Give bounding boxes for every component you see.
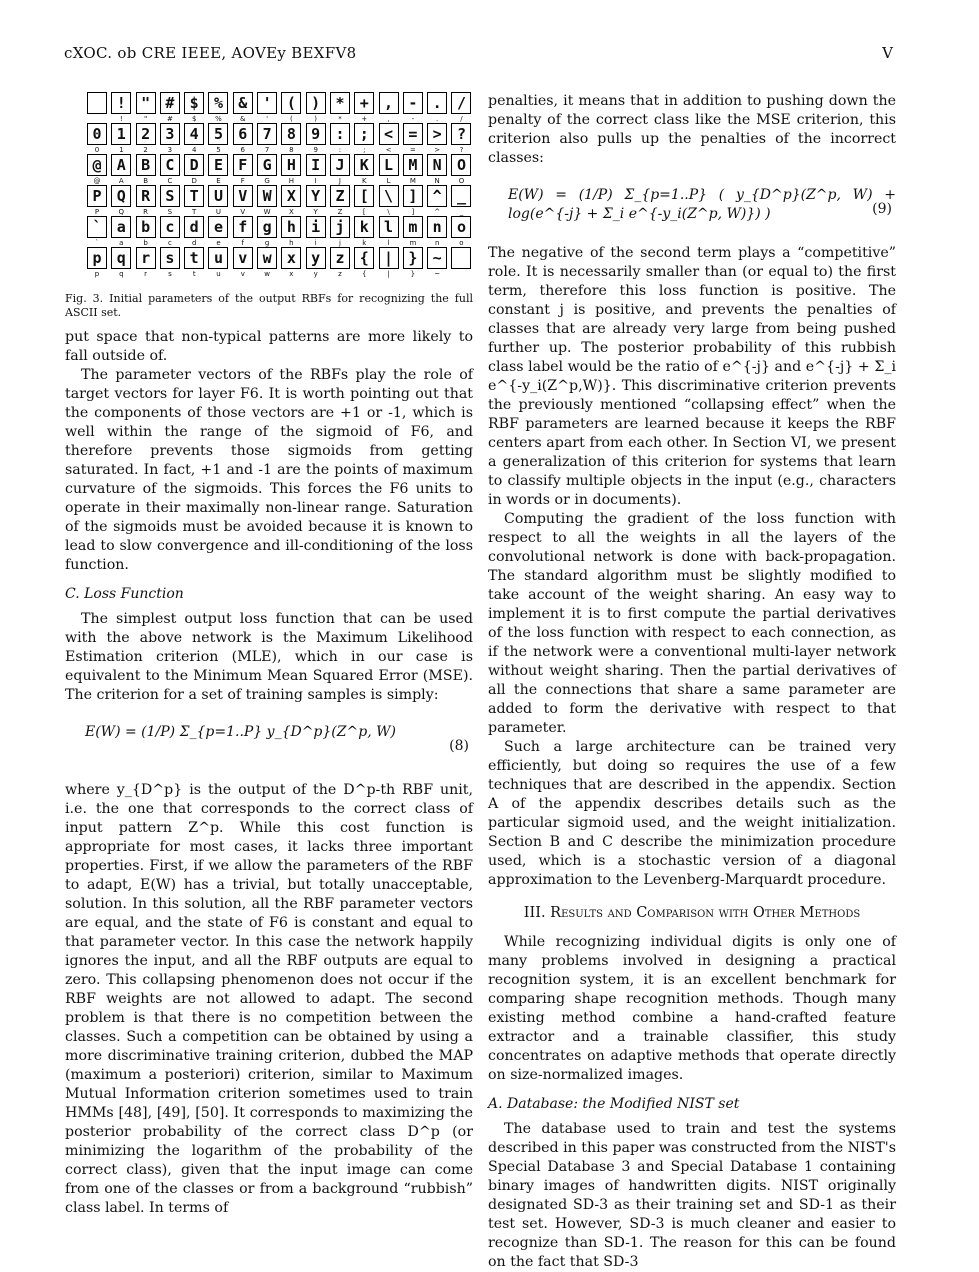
- rbf-glyph-cell: . .: [427, 92, 447, 114]
- rbf-glyph-label: `: [95, 239, 99, 247]
- rbf-glyph-label: H: [288, 177, 294, 185]
- rbf-glyph-label: ]: [411, 208, 415, 216]
- rbf-glyph-label: f: [241, 239, 245, 247]
- rbf-glyph-cell: " ": [136, 92, 156, 114]
- rbf-glyph-cell: L L: [379, 154, 399, 176]
- rbf-glyph-cell: y y: [306, 247, 326, 269]
- equation-number: (8): [449, 738, 469, 754]
- rbf-glyph-cell: S S: [160, 185, 180, 207]
- rbf-glyph-cell: o o: [451, 216, 471, 238]
- rbf-glyph-cell: ( (: [281, 92, 301, 114]
- rbf-glyph-label: R: [143, 208, 149, 216]
- rbf-glyph-cell: ` `: [87, 216, 107, 238]
- rbf-glyph-cell: x x: [281, 247, 301, 269]
- rbf-glyph-cell: 3 3: [160, 123, 180, 145]
- rbf-glyph-cell: E E: [208, 154, 228, 176]
- rbf-glyph-label: 9: [313, 146, 318, 154]
- rbf-glyph-label: ^: [434, 208, 441, 216]
- rbf-glyph-label: F: [240, 177, 245, 185]
- equation-body: E(W) = (1/P) Σ_{p=1..P} y_{D^p}(Z^p, W): [85, 724, 396, 740]
- rbf-glyph-label: .: [436, 115, 439, 123]
- rbf-glyph-cell: k k: [354, 216, 374, 238]
- rbf-glyph-label: %: [215, 115, 222, 123]
- rbf-glyph-label: ;: [363, 146, 366, 154]
- rbf-glyph-label: e: [216, 239, 221, 247]
- page-header-left: cXOC. ob CRE IEEE, AOVEy BEXFV8: [64, 44, 357, 62]
- rbf-glyph-label: E: [216, 177, 221, 185]
- rbf-glyph-label: s: [168, 270, 172, 278]
- paragraph: Such a large architecture can be trained very efficiently, but doing so requires the use of a few techniques that are described in the appendix. Section A of the appendix describes details such as the particular sigmoid used, and the weight initialization. Section B and C describe the minimization procedure used, which is a stochastic version of a diagonal approximation to the Levenberg-Marquardt procedure.: [488, 739, 896, 888]
- rbf-glyph-label: V: [240, 208, 246, 216]
- rbf-glyph-cell: l l: [379, 216, 399, 238]
- left-column: [65, 92, 473, 1218]
- rbf-glyph-cell: $ $: [184, 92, 204, 114]
- rbf-glyph-cell: V V: [233, 185, 253, 207]
- rbf-glyph-cell: H H: [281, 154, 301, 176]
- paragraph: While recognizing individual digits is only one of many problems involved in designing a practical recognition system, it is an excellent benchmark for comparing shape recognition methods. Though many existing method combine a hand-crafted feature extractor and a trainable classifier, this study concentrates on adaptive methods that operate directly on size-normalized images.: [488, 934, 896, 1083]
- rbf-glyph-cell: [451, 247, 471, 269]
- rbf-glyph-cell: 7 7: [257, 123, 277, 145]
- rbf-glyph-cell: F F: [233, 154, 253, 176]
- rbf-glyph-label: b: [143, 239, 148, 247]
- rbf-glyph-label: N: [434, 177, 440, 185]
- rbf-glyph-cell: b b: [136, 216, 156, 238]
- rbf-glyph-cell: R R: [136, 185, 156, 207]
- right-column: [488, 92, 896, 1272]
- paragraph: where y_{D^p} is the output of the D^p-th RBF unit, i.e. the one that corresponds to the correct class of input pattern Z^p. While this cost function is appropriate for most cases, it lacks three important properties. First, if we allow the parameters of the RBF to adapt, E(W) has a trivial, but totally unacceptable, solution. In this solution, all the RBF parameter vectors are equal, and the state of F6 is constant and equal to that parameter vector. In this case the network happily ignores the input, and all the RBF outputs are equal to zero. This collapsing phenomenon does not occur if the RBF weights are not allowed to adapt. The second problem is that there is no competition between the classes. Such a competition can be obtained by using a more discriminative training criterion, dubbed the MAP (maximum a posteriori) criterion, similar to Maximum Mutual Information criterion sometimes used to train HMMs [48], [49], [50]. It corresponds to maximizing the posterior probability of the correct class D^p (or minimizing the logarithm of the probability of the correct class), given that the input image can come from one of the classes or from a background “rubbish” class label. In terms of: [65, 782, 473, 1216]
- rbf-glyph-cell: U U: [208, 185, 228, 207]
- rbf-glyph-label: >: [434, 146, 441, 154]
- equation-number: (9): [872, 201, 892, 217]
- paragraph: Computing the gradient of the loss function with respect to all the weights in all the layers of the convolutional network is done with back-propagation. The standard algorithm must be slightly modified to take account of the weight sharing. An easy way to implement it is to first compute the partial derivatives of the loss function with respect to each connection, as if the network were a conventional multi-layer network without weight sharing. Then the partial derivatives of all the connections that share a same parameter are added to form the derivative with respect to that parameter.: [488, 511, 896, 736]
- rbf-glyph-label: ~: [434, 270, 441, 278]
- rbf-glyph-label: A: [118, 177, 124, 185]
- rbf-glyph-cell: m m: [403, 216, 423, 238]
- rbf-glyph-cell: / /: [451, 92, 471, 114]
- rbf-glyph-cell: T T: [184, 185, 204, 207]
- rbf-glyph-cell: P P: [87, 185, 107, 207]
- rbf-glyph-label: z: [338, 270, 342, 278]
- rbf-glyph-cell: } }: [403, 247, 423, 269]
- rbf-glyph-cell: 0 0: [87, 123, 107, 145]
- rbf-glyph-cell: C C: [160, 154, 180, 176]
- rbf-glyph-label: r: [144, 270, 148, 278]
- rbf-glyph-grid: [87, 92, 473, 278]
- rbf-glyph-cell: O O: [451, 154, 471, 176]
- rbf-glyph-label: /: [460, 115, 463, 123]
- rbf-glyph-label: a: [119, 239, 124, 247]
- rbf-glyph-cell: = =: [403, 123, 423, 145]
- rbf-glyph-cell: c c: [160, 216, 180, 238]
- rbf-glyph-cell: 6 6: [233, 123, 253, 145]
- paragraph: penalties, it means that in addition to pushing down the penalty of the correct class like the MSE criterion, this criterion also pulls up the penalties of the incorrect classes:: [488, 93, 896, 166]
- rbf-glyph-label: +: [361, 115, 368, 123]
- rbf-glyph-label: k: [362, 239, 367, 247]
- rbf-glyph-cell: 8 8: [281, 123, 301, 145]
- rbf-glyph-label: v: [240, 270, 245, 278]
- rbf-glyph-cell: ! !: [111, 92, 131, 114]
- rbf-glyph-cell: _ _: [451, 185, 471, 207]
- rbf-glyph-cell: W W: [257, 185, 277, 207]
- rbf-glyph-cell: + +: [354, 92, 374, 114]
- rbf-glyph-cell: , ,: [379, 92, 399, 114]
- rbf-glyph-label: l: [387, 239, 390, 247]
- rbf-glyph-label: d: [191, 239, 197, 247]
- rbf-glyph-label: Y: [313, 208, 318, 216]
- rbf-glyph-cell: a a: [111, 216, 131, 238]
- rbf-glyph-label: T: [192, 208, 197, 216]
- subsection-heading: C. Loss Function: [65, 586, 184, 602]
- rbf-glyph-label: Q: [118, 208, 125, 216]
- rbf-glyph-cell: J J: [330, 154, 350, 176]
- rbf-glyph-cell: f f: [233, 216, 253, 238]
- rbf-glyph-cell: h h: [281, 216, 301, 238]
- rbf-glyph-label: ): [314, 115, 318, 123]
- subsection-heading: A. Database: the Modified NIST set: [488, 1096, 740, 1112]
- rbf-glyph-label: <: [385, 146, 392, 154]
- rbf-glyph-cell: \ \: [379, 185, 399, 207]
- rbf-glyph-label: [: [362, 208, 366, 216]
- rbf-glyph-label: p: [94, 270, 100, 278]
- rbf-glyph-cell: > >: [427, 123, 447, 145]
- rbf-glyph-label: x: [289, 270, 294, 278]
- rbf-glyph-cell: g g: [257, 216, 277, 238]
- rbf-glyph-cell: d d: [184, 216, 204, 238]
- rbf-glyph-label: K: [361, 177, 367, 185]
- rbf-glyph-label: $: [191, 115, 197, 123]
- rbf-glyph-label: i: [314, 239, 317, 247]
- rbf-glyph-cell: ? ?: [451, 123, 471, 145]
- rbf-glyph-cell: r r: [136, 247, 156, 269]
- equation-8: [65, 713, 473, 773]
- rbf-glyph-label: X: [288, 208, 294, 216]
- rbf-glyph-cell: X X: [281, 185, 301, 207]
- rbf-glyph-label: Z: [337, 208, 343, 216]
- rbf-glyph-label: -: [411, 115, 415, 123]
- rbf-glyph-cell: i i: [306, 216, 326, 238]
- paragraph: put space that non-typical patterns are more likely to fall outside of.: [65, 329, 473, 364]
- rbf-glyph-cell: # #: [160, 92, 180, 114]
- rbf-glyph-label: @: [93, 177, 101, 185]
- rbf-glyph-label: t: [192, 270, 196, 278]
- rbf-glyph-cell: M M: [403, 154, 423, 176]
- rbf-glyph-cell: ~ ~: [427, 247, 447, 269]
- rbf-glyph-cell: Y Y: [306, 185, 326, 207]
- rbf-glyph-label: O: [458, 177, 465, 185]
- rbf-glyph-label: j: [338, 239, 341, 247]
- rbf-glyph-label: J: [338, 177, 341, 185]
- rbf-glyph-cell: n n: [427, 216, 447, 238]
- rbf-glyph-cell: G G: [257, 154, 277, 176]
- paragraph: The simplest output loss function that can be used with the above network is the Maximum Likelihood Estimation criterion (MLE), which in our case is equivalent to the Minimum Mean Squared Error (MSE). The criterion for a set of training samples is simply:: [65, 611, 473, 703]
- rbf-glyph-label: o: [459, 239, 464, 247]
- rbf-glyph-label: ': [266, 115, 269, 123]
- rbf-glyph-label: ": [143, 115, 148, 123]
- rbf-glyph-cell: | |: [379, 247, 399, 269]
- rbf-glyph-cell: s s: [160, 247, 180, 269]
- rbf-glyph-cell: - -: [403, 92, 423, 114]
- rbf-glyph-cell: ; ;: [354, 123, 374, 145]
- rbf-glyph-label: *: [338, 115, 342, 123]
- rbf-glyph-label: \: [387, 208, 390, 216]
- equation-body: E(W) = (1/P) Σ_{p=1..P} ( y_{D^p}(Z^p, W) + log(e^{-j} + Σ_i e^{-y_i(Z^p, W)}) ): [508, 187, 896, 222]
- rbf-glyph-cell: t t: [184, 247, 204, 269]
- rbf-glyph-cell: 2 2: [136, 123, 156, 145]
- rbf-glyph-cell: I I: [306, 154, 326, 176]
- rbf-glyph-label: S: [167, 208, 173, 216]
- rbf-glyph-label: |: [387, 270, 390, 278]
- rbf-glyph-label: 7: [264, 146, 270, 154]
- rbf-glyph-cell: 5 5: [208, 123, 228, 145]
- paragraph: The negative of the second term plays a “competitive” role. It is necessarily smaller than (or equal to) the first term, therefore this loss function is positive. The constant j is positive, and prevents the penalties of classes that are already very large from being pushed further up. The posterior probability of this rubbish class label would be the ratio of e^{-j} and e^{-j} + Σ_i e^{-y_i(Z^p,W)}. This discriminative criterion prevents the previously mentioned “collapsing effect” when the RBF parameters are learned because it keeps the RBF centers apart from each other. In Section VI, we present a generalization of this criterion for systems that learn to classify multiple objects in the input (e.g., characters in words or in documents).: [488, 245, 896, 508]
- rbf-glyph-cell: Q Q: [111, 185, 131, 207]
- rbf-glyph-cell: : :: [330, 123, 350, 145]
- rbf-glyph-cell: ) ): [306, 92, 326, 114]
- rbf-glyph-cell: N N: [427, 154, 447, 176]
- rbf-glyph-label: C: [167, 177, 173, 185]
- rbf-glyph-label: q: [119, 270, 124, 278]
- rbf-glyph-label: 4: [191, 146, 197, 154]
- rbf-glyph-label: 5: [216, 146, 221, 154]
- rbf-glyph-label: G: [264, 177, 270, 185]
- rbf-glyph-label: {: [362, 270, 367, 278]
- rbf-glyph-cell: @ @: [87, 154, 107, 176]
- rbf-glyph-cell: K K: [354, 154, 374, 176]
- rbf-glyph-label: #: [166, 115, 173, 123]
- rbf-glyph-label: c: [167, 239, 172, 247]
- rbf-glyph-label: &: [240, 115, 246, 123]
- rbf-glyph-cell: A A: [111, 154, 131, 176]
- figure-caption: Fig. 3. Initial parameters of the output RBFs for recognizing the full ASCII set.: [65, 292, 473, 319]
- rbf-glyph-label: n: [434, 239, 440, 247]
- rbf-glyph-cell: 9 9: [306, 123, 326, 145]
- rbf-glyph-cell: p p: [87, 247, 107, 269]
- rbf-glyph-label: y: [313, 270, 318, 278]
- rbf-glyph-cell: * *: [330, 92, 350, 114]
- rbf-glyph-label: g: [264, 239, 270, 247]
- paragraph: The database used to train and test the systems described in this paper was constructed from the NIST's Special Database 3 and Special Database 1 containing binary images of handwritten digits. NIST originally designated SD-3 as their training set and SD-1 as their test set. However, SD-3 is much cleaner and easier to recognize than SD-1. The reason for this can be found on the fact that SD-3: [488, 1121, 896, 1270]
- rbf-glyph-label: :: [338, 146, 342, 154]
- page-number: V: [882, 44, 893, 62]
- rbf-glyph-cell: ' ': [257, 92, 277, 114]
- rbf-glyph-label: 1: [119, 146, 124, 154]
- rbf-glyph-label: ?: [459, 146, 464, 154]
- rbf-glyph-label: L: [386, 177, 391, 185]
- rbf-glyph-label: u: [216, 270, 221, 278]
- rbf-glyph-label: M: [409, 177, 416, 185]
- rbf-glyph-label: (: [290, 115, 293, 123]
- rbf-glyph-label: U: [215, 208, 222, 216]
- rbf-glyph-cell: q q: [111, 247, 131, 269]
- rbf-glyph-cell: ^ ^: [427, 185, 447, 207]
- paragraph: The parameter vectors of the RBFs play the role of target vectors for layer F6. It is worth pointing out that the components of those vectors are +1 or -1, which is well within the range of the sigmoid of F6, and therefore prevents those sigmoids from getting saturated. In fact, +1 and -1 are the points of maximum curvature of the sigmoids. This forces the F6 units to operate in their maximally non-linear range. Saturation of the sigmoids must be avoided because it is known to lead to slow convergence and ill-conditioning of the loss function.: [65, 367, 473, 573]
- section-heading: III. Results and Comparison with Other Methods: [523, 905, 861, 921]
- rbf-glyph-cell: j j: [330, 216, 350, 238]
- rbf-glyph-label: h: [289, 239, 294, 247]
- rbf-glyph-label: !: [119, 115, 123, 123]
- rbf-glyph-cell: & &: [233, 92, 253, 114]
- figure-3: [65, 92, 473, 319]
- rbf-glyph-label: 6: [240, 146, 246, 154]
- rbf-glyph-label: m: [409, 239, 417, 247]
- rbf-glyph-label: 3: [167, 146, 173, 154]
- rbf-glyph-label: 2: [143, 146, 148, 154]
- rbf-glyph-label: ,: [387, 115, 390, 123]
- rbf-glyph-cell: { {: [354, 247, 374, 269]
- rbf-glyph-cell: < <: [379, 123, 399, 145]
- rbf-glyph-label: 0: [94, 146, 100, 154]
- rbf-glyph-cell: e e: [208, 216, 228, 238]
- rbf-glyph-cell: 1 1: [111, 123, 131, 145]
- rbf-glyph-cell: w w: [257, 247, 277, 269]
- rbf-glyph-label: _: [459, 208, 464, 216]
- equation-9: [488, 176, 896, 236]
- rbf-glyph-label: I: [314, 177, 317, 185]
- rbf-glyph-label: B: [143, 177, 148, 185]
- rbf-glyph-label: w: [264, 270, 270, 278]
- rbf-glyph-cell: [87, 92, 107, 114]
- rbf-glyph-label: =: [409, 146, 416, 154]
- rbf-glyph-label: W: [263, 208, 271, 216]
- rbf-glyph-label: P: [94, 208, 100, 216]
- rbf-glyph-label: }: [410, 270, 416, 278]
- rbf-glyph-cell: 4 4: [184, 123, 204, 145]
- rbf-glyph-cell: B B: [136, 154, 156, 176]
- rbf-glyph-cell: Z Z: [330, 185, 350, 207]
- rbf-glyph-cell: D D: [184, 154, 204, 176]
- rbf-glyph-cell: ] ]: [403, 185, 423, 207]
- rbf-glyph-label: D: [191, 177, 197, 185]
- rbf-glyph-cell: % %: [208, 92, 228, 114]
- rbf-glyph-label: 8: [289, 146, 294, 154]
- rbf-glyph-cell: z z: [330, 247, 350, 269]
- rbf-glyph-cell: v v: [233, 247, 253, 269]
- rbf-glyph-cell: u u: [208, 247, 228, 269]
- rbf-glyph-cell: [ [: [354, 185, 374, 207]
